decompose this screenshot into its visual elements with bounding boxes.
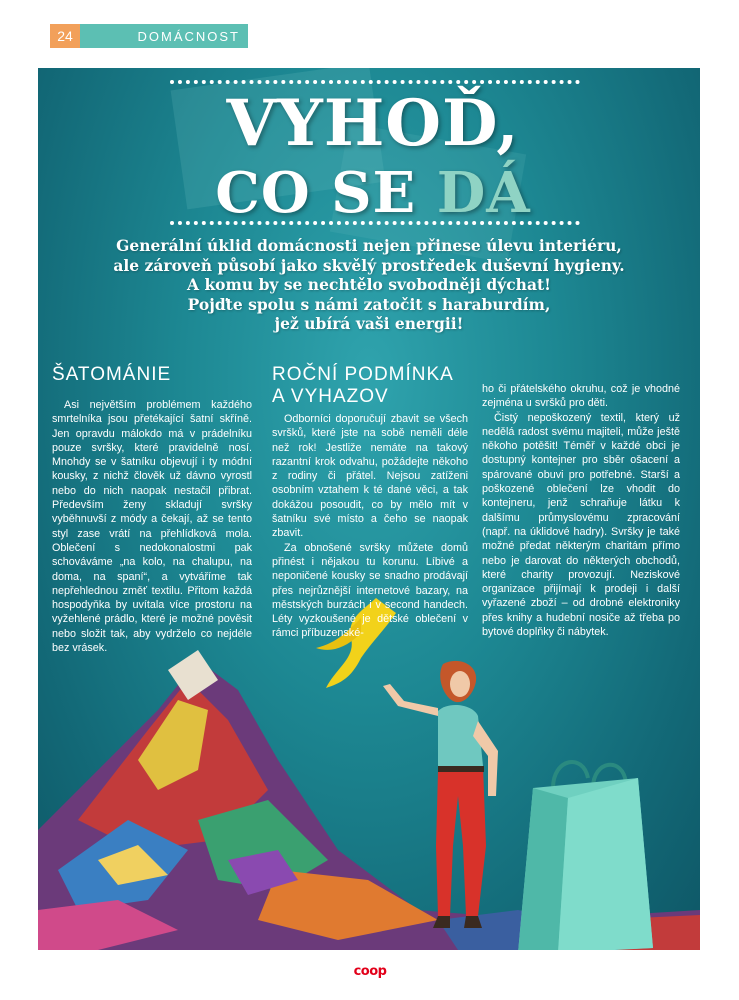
paragraph: Za obnošené svršky můžete domů přinést i nějakou tu korunu. Líbivé a neponičené kousky se snadno prodávají přes nejrůznější internetové bazary, na městských burzách i v second handech. Léty vyzkoušené je dětské oblečení v rámci příbuzenské- bbox=[272, 541, 468, 640]
paragraph: Asi největším problémem každého smrtelníka jsou přetékající šatní skříně. Jen opravdu málokdo má v prádelníku pouze svršky, které pravidelně nosí. Mnohdy se v šatníku objevují i ty módní kousky, z nichž člověk už dávno vyrostl nebo do nich naopak nestačil přibrat. Především ženy skladují svršky vyběhnuvší z módy a čekají, až se tento styl zase vrátí na přehlídková mola. Oblečení s nedokonalostmi pak schováváme „na kolo, na chalupu, na doma, na spaní“, a vytváříme tak nepřehlednou změť textilu. Přitom každá hospodyňka by uvítala více prostoru na vyžehlené prádlo, které je možné pověsit nebo složit tak, aby vydrželo co nejdéle bez vrásek. bbox=[52, 399, 252, 655]
paragraph: ho či přátelského okruhu, což je vhodné zejména u svršků pro děti. bbox=[482, 383, 680, 410]
article-panel bbox=[38, 68, 700, 950]
title-accent-word: DÁ bbox=[436, 160, 531, 226]
section-label: DOMÁCNOST bbox=[80, 24, 248, 48]
coop-logo: coop bbox=[353, 963, 387, 979]
heading-line: ROČNÍ PODMÍNKA bbox=[272, 364, 454, 385]
title-main-words: CO SE bbox=[215, 160, 417, 226]
column2-body bbox=[272, 412, 468, 641]
paragraph: Čistý nepoškozený textil, který už nedělá radost svému majiteli, může ještě někoho potěšit! Téměř v každé obci je dostupný kontejner pro sběr ošacení a spárované obuvi pro potřebné. Starší a poškozené oblečení lze vhodit do kontejneru, jenž schraňuje látku k dalšímu průmyslovému zpracování (např. na úklidové hadry). Svršky je také možné předat některým charitám přímo nebo je darovat do některých obchodů, které charity provozují. Neziskové organizace přijímají k prodeji i další vyřazené zboží – od drobné elektroniky přes knihy a hudební nosiče až třeba po bytové doplňky či nábytek. bbox=[482, 411, 680, 639]
page-number: 24 bbox=[50, 24, 80, 48]
article-lead bbox=[58, 236, 680, 334]
lead-line: ale zároveň působí jako skvělý prostředek duševní hygieny. bbox=[113, 255, 625, 275]
lead-line: A komu by se nechtělo svobodněji dýchat! bbox=[187, 275, 551, 294]
column2-heading bbox=[272, 364, 454, 408]
column3-body bbox=[482, 382, 680, 639]
lead-line: Pojďte spolu s námi zatočit s haraburdím, bbox=[187, 294, 551, 314]
page-header bbox=[50, 24, 248, 48]
title-dotted-rule-top bbox=[170, 80, 580, 84]
woman-illustration bbox=[378, 646, 508, 936]
paragraph: Odborníci doporučují zbavit se všech svršků, které jste na sobě neměli déle než rok! Jestliže nemáte na takový razantní krok odvahu, požádejte někoho z rodiny či přátel. Nejsou zatíženi osobním vztahem k té dané věci, a tak dokážou posoudit, co by mělo mít v šatníku své místo a čeho se naopak zbavit. bbox=[272, 413, 468, 540]
heading-line: A VYHAZOV bbox=[272, 386, 389, 407]
lead-line: Generální úklid domácnosti nejen přinese úlevu interiéru, bbox=[116, 236, 622, 255]
column1-heading: ŠATOMÁNIE bbox=[52, 364, 172, 385]
lead-line: jež ubírá vaši energii! bbox=[274, 314, 464, 333]
article-title-line2 bbox=[148, 160, 598, 226]
title-dotted-rule-bottom bbox=[170, 221, 580, 225]
shopping-bag-illustration bbox=[508, 748, 658, 950]
column1-body bbox=[52, 398, 252, 655]
article-title-line1: VYHOĎ, bbox=[226, 86, 520, 161]
